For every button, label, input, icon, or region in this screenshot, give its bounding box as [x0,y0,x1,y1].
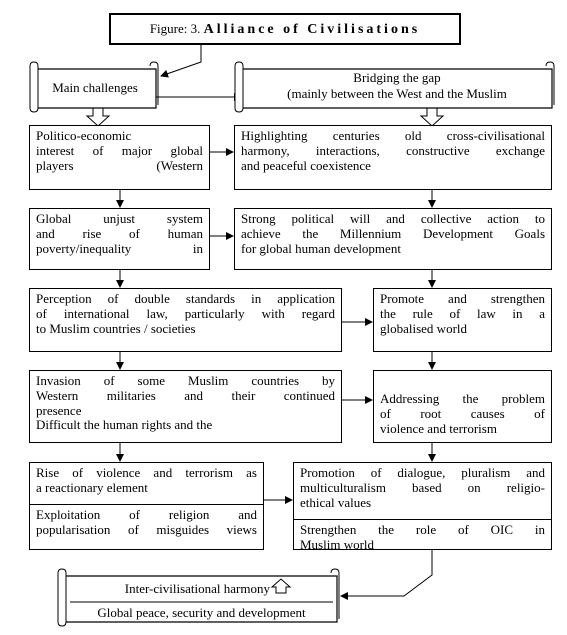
right-box-3 [373,288,552,352]
right-box-5-top-line1: Promotion of dialogue, pluralism and [300,465,545,480]
right-box-5-top [294,463,551,519]
right-box-2-line1: Strong political will and collective action to [241,211,545,226]
left-box-5 [29,462,264,550]
final-line2: Global peace, security and development [97,605,306,620]
left-box-1-line1: Politico-economic [36,128,132,143]
left-box-5-bottom-line1: Exploitation of religion and [36,507,257,522]
right-box-4-line1: Addressing the problem [380,391,545,406]
right-box-3-line2: the rule of law in a [380,306,545,321]
right-box-1 [234,125,552,190]
right-box-5-top-line3: ethical values [300,495,372,510]
left-box-1-line2: interest of major global [36,143,203,158]
right-box-1-line2: harmony, interactions, constructive exchange [241,143,545,158]
bridging-line1: Bridging the gap [353,70,441,85]
header-main-challenges: Main challenges [52,80,138,95]
left-box-5-bottom [30,504,263,539]
arrow-title-to-challenges [161,44,201,76]
left-box-4-extra: Difficult the human rights and the [36,417,213,432]
left-box-3-line1: Perception of double standards in application [36,291,335,306]
final-line1: Inter-civilisational harmony [124,581,270,596]
bridging-line2: (mainly between the West and the Muslim [287,86,507,101]
right-box-1-line3: and peaceful coexistence [241,158,371,173]
right-box-5-bottom [294,519,551,554]
right-box-4-line3: violence and terrorism [380,421,497,436]
left-box-4-line1: Invasion of some Muslim countries by [36,373,335,388]
left-box-3-line2: of international law, particularly with regard [36,306,335,321]
hollow-arrow-left [87,108,109,126]
right-box-4-line2: of root causes of [380,406,545,421]
hollow-arrow-right [421,108,443,126]
left-box-2 [29,208,210,270]
left-box-5-top-line1: Rise of violence and terrorism as [36,465,257,480]
right-box-3-line1: Promote and strengthen [380,291,545,306]
left-box-1-line3: players (Western [36,158,203,173]
left-box-3-line3: to Muslim countries / societies [36,321,196,336]
right-box-2-line2: achieve the Millennium Development Goals [241,226,545,241]
header-bridging-gap [246,70,548,106]
left-box-3 [29,288,342,352]
left-box-5-bottom-line2: popularisation of misguides views [36,522,257,537]
right-box-1-line1: Highlighting centuries old cross-civilisational [241,128,545,143]
right-box-5-bottom-line2: Muslim world [300,537,375,552]
left-box-1 [29,125,210,190]
left-box-4-line3: presence [36,403,82,418]
right-box-3-line3: globalised world [380,321,468,336]
left-box-2-line2: and rise of human [36,226,203,241]
figure-title-text: Alliance of Civilisations [203,22,421,37]
arrow-to-final [341,550,432,596]
right-box-5 [293,462,552,550]
figure-prefix: Figure: 3. [149,21,201,36]
left-box-5-top-line2: a reactionary element [36,480,148,495]
right-box-4 [373,370,552,443]
left-box-2-line1: Global unjust system [36,211,203,226]
left-box-4 [29,370,342,443]
figure-title [109,13,461,45]
right-box-5-top-line2: multiculturalism based on religio- [300,480,545,495]
right-box-2 [234,208,552,270]
right-box-5-bottom-line1: Strengthen the role of OIC in [300,522,545,537]
left-box-5-top [30,463,263,504]
right-box-2-line3: for global human development [241,241,401,256]
left-box-4-line2: Western militaries and their continued [36,388,335,403]
left-box-2-line3: poverty/inequality in [36,241,203,256]
